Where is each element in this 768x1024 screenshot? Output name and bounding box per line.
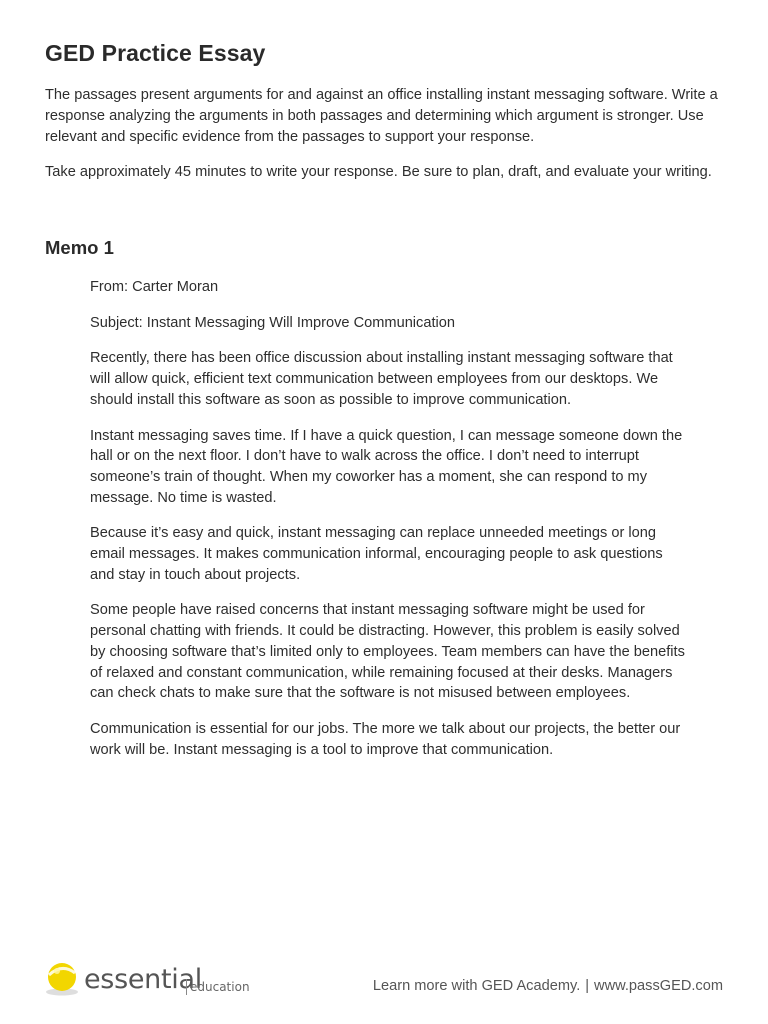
footer-separator: |: [585, 978, 590, 994]
logo-subtext: education: [186, 979, 250, 995]
memo-paragraph: Some people have raised concerns that instant messaging software might be used for personal chatting with friends. It could be distracting. However, this problem is easily solved by choosing software that’s limited only to employees. Team members can have the benefits of relaxed and constant communication, while remaining focused at their desks. Managers can check chats to make sure that the software is not misused between employees.: [90, 602, 685, 702]
footer-text: [373, 978, 723, 994]
instructions-paragraph: The passages present arguments for and against an office installing instant messaging software. Write a response analyzing the arguments in both passages and determining which argument is stronger. Use relevant and specific evidence from the passages to support your response.: [45, 87, 718, 145]
logo-ball-icon: [44, 961, 80, 997]
memo-paragraph: Because it’s easy and quick, instant messaging can replace unneeded meetings or long email messages. It makes communication informal, encouraging people to ask questions and stay in touch about projects.: [90, 525, 663, 583]
time-instructions-paragraph: Take approximately 45 minutes to write your response. Be sure to plan, draft, and evaluate your writing.: [45, 164, 712, 180]
memo-subject: Subject: Instant Messaging Will Improve Communication: [90, 314, 455, 331]
logo-wordmark: essential: [84, 964, 202, 995]
memo-paragraph: Communication is essential for our jobs. The more we talk about our projects, the better our work will be. Instant messaging is a tool to improve that communication.: [90, 720, 681, 758]
footer-learn-more: Learn more with GED Academy.: [372, 978, 581, 994]
footer-website-link[interactable]: www.passGED.com: [594, 978, 723, 994]
memo-body: [90, 277, 690, 775]
memo-paragraph: Instant messaging saves time. If I have a quick question, I can message someone down the hall or on the next floor. I don’t have to walk across the office. I don’t need to interrupt someone’s train of thought. When my coworker has a moment, she can respond to my message. No time is wasted.: [90, 427, 683, 506]
page-title: GED Practice Essay: [45, 40, 266, 66]
memo-heading: Memo 1: [45, 237, 114, 258]
essential-education-logo: [30, 955, 270, 1005]
memo-paragraph: Recently, there has been office discussion about installing instant messaging software that will allow quick, efficient text communication between employees from our desktops. We should install this software as soon as possible to improve communication.: [90, 350, 673, 408]
memo-from: From: Carter Moran: [90, 279, 219, 295]
